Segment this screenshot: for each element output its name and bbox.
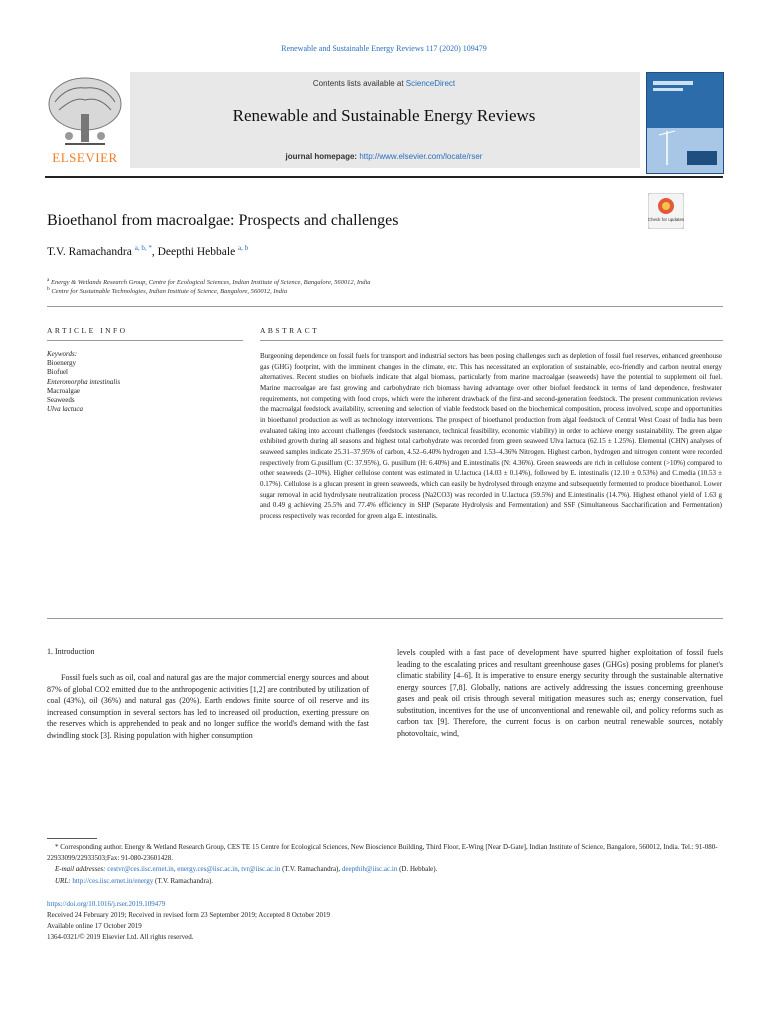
email-addresses	[47, 864, 723, 875]
keywords-label: Keywords:	[47, 350, 78, 358]
homepage-label: journal homepage:	[285, 152, 360, 161]
journal-cover-thumbnail[interactable]	[646, 72, 724, 174]
publication-info	[47, 899, 723, 943]
corresponding-author-note: * Corresponding author. Energy & Wetland Research Group, CES TE 15 Centre for Ecological Sciences, New Bioscience Building, Third Floor, E-Wing [Near D-Gate], Indian Institute of Science, Bangalore, 560012, India. Tel.: 91-080-22933099/22933503;Fax: 91-080-23601428.	[47, 843, 718, 863]
journal-reference[interactable]: Renewable and Sustainable Energy Reviews 117 (2020) 109479	[281, 44, 487, 53]
affiliation-a	[47, 277, 371, 286]
url-owner: (T.V. Ramachandra).	[153, 876, 214, 885]
badge-text: Check for updates	[648, 217, 684, 222]
keyword: Biofuel	[47, 368, 68, 377]
abstract-rule	[260, 340, 723, 341]
available-online: Available online 17 October 2019	[47, 922, 142, 930]
url-line	[47, 876, 723, 887]
keyword: Enteromorpha intestinalis	[47, 377, 121, 386]
affiliation-text: Centre for Sustainable Technologies, Indian Institute of Science, Bangalore, 560012, India	[51, 288, 288, 296]
keyword: Bioenergy	[47, 359, 77, 368]
keyword: Macroalgae	[47, 386, 81, 395]
journal-title: Renewable and Sustainable Energy Reviews	[232, 106, 536, 125]
author-separator: ,	[151, 245, 158, 258]
author-affiliation-marks[interactable]: a, b	[238, 244, 249, 252]
author-name[interactable]: Deepthi Hebbale	[157, 245, 236, 258]
author-affiliation-marks[interactable]: a, b, *	[134, 244, 152, 252]
keywords-block	[47, 350, 120, 414]
abstract-heading: ABSTRACT	[260, 326, 320, 335]
homepage-link[interactable]: http://www.elsevier.com/locate/rser	[359, 152, 483, 161]
email-label: E-mail addresses:	[55, 865, 108, 874]
copyright: 1364-0321/© 2019 Elsevier Ltd. All rights reserved.	[47, 933, 194, 941]
received-dates: Received 24 February 2019; Received in revised form 23 September 2019; Accepted 8 October 2019	[47, 911, 331, 919]
affiliation-b	[47, 286, 287, 295]
url-link[interactable]: http://ces.iisc.ernet.in/energy	[72, 876, 154, 885]
footnotes	[47, 842, 723, 887]
check-for-updates-badge[interactable]	[648, 193, 684, 229]
header-rule	[45, 176, 723, 178]
footnote-rule	[47, 838, 97, 839]
article-info-rule	[47, 340, 243, 341]
doi-link[interactable]: https://doi.org/10.1016/j.rser.2019.109479	[47, 900, 166, 908]
publisher-logo-text: ELSEVIER	[52, 150, 118, 165]
affiliation-mark: b	[47, 286, 50, 292]
body-column-left: Fossil fuels such as oil, coal and natural gas are the major commercial energy sources and about 87% of global CO2 emitted due to the anthropogenic activities [1,2] are contributed by utilization of coal (43%), oil (36%) and natural gas (20%). Earth endows finite source of oil reserve and its increased consumption in several sectors has led to increased oil production, exerting pressure on the reserves which is apprehended to peak and no longer suffice the world's demand with the fast dwindling stock [3]. Rising population with higher consumption	[47, 673, 369, 740]
author-name[interactable]: T.V. Ramachandra	[47, 245, 132, 258]
contents-prefix: Contents lists available at	[312, 79, 406, 88]
abstract-text: Burgeoning dependence on fossil fuels for transport and industrial sectors has been posing challenges such as depletion of fossil fuel reserves, enhanced greenhouse gas (GHG) footprint, with the imminent changes in the climate, etc. This has necessitated an exploration of sustainable, eco-friendly and carbon neutral energy alternatives. Recent studies on biofuels indicate that algal biomass, particularly from marine macroalgae (seaweeds) have the potential to supplement oil fuel. Marine macroalgae are fast growing and carbohydrate rich biomass having advantage over other biofuel feedstock in terms of land dependence, freshwater requirements, not competing with food crops, which were the inherent drawback of the first-and second-generation feedstock. The present communication reviews the macroalgal feedstock availability, screening and selection of viable feedstock based on the biochemical composition, process involved, scope and opportunities in bioethanol production as well as technology interventions. The prospect of bioethanol production from algal feedstock of Central West Coast of India has been evaluated taking into account challenges (feedstock sustenance, technical feasibility, economic viability) in order to achieve energy sustainability. The green algae exhibited growth during all seasons and highest total carbohydrate was recorded from green seaweed Ulva lactuca (62.15 ± 1.25%). Elemental (CHN) analyses of seaweed samples indicate 25.31–37.95% of carbon, 4.52–6.40% hydrogen and 1.53–4.36% Nitrogen. Highest carbon, hydrogen and nitrogen content were recorded respectively from G.pusillum (C: 37.95%), G. pusillum (H: 6.40%) and E.intestinalis (N: 4.36%). Green seaweeds are rich in cellulose content (>10%) compared to other seaweeds (2–10%). Higher cellulose content was estimated in U.lactuca (14.03 ± 0.14%), followed by E. intestinalis (12.10 ± 0.53%) and C.media (10.53 ± 0.17%). Cellulose is a glucan present in green seaweeds, which can easily be hydrolysed through enzyme and subsequently fermented to produce bioethanol. Lower sugar removal in acid hydrolysate neutralization process (Na2CO3) was recorded in U.lactuca (59.5%) and E.intestinalis (14.7%). Highest ethanol yield of 1.63 g and 0.49 g achieving 25.5% and 77.4% efficiency in SHP (Separate Hydrolysis and Fermentation) and SSF (Simultaneous Saccharification and Fermentation) process respectively was recorded for green alga E. intestinalis.	[260, 352, 722, 520]
section-rule	[47, 306, 723, 307]
cover-art	[647, 73, 723, 173]
affiliation-mark: a	[47, 277, 50, 283]
article-info-heading: ARTICLE INFO	[47, 326, 128, 335]
url-label: URL:	[55, 876, 73, 885]
article-title: Bioethanol from macroalgae: Prospects and challenges	[47, 212, 399, 229]
email-links[interactable]: cestvr@ces.iisc.ernet.in, energy.ces@iisc.ac.in, tvr@iisc.ac.in	[107, 865, 281, 874]
email-link[interactable]: deepthih@iisc.ac.in	[341, 865, 398, 874]
keyword: Seaweeds	[47, 396, 75, 405]
affiliation-text: Energy & Wetlands Research Group, Centre for Ecological Sciences, Indian Institute of Science, Bangalore, 560012, India	[51, 279, 371, 287]
email-owner: (T.V. Ramachandra),	[280, 865, 342, 874]
body-column-right: levels coupled with a fast pace of development have spurred higher exploitation of fossil fuels leading to the escalating prices and resultant greenhouse gases (GHGs) posing problems for planet's climatic stability [4–6]. It is imperative to ensure energy security through the sustainable alternative energy sources [7,8]. Globally, nations are actively addressing the issues concerning greenhouse gases and peak oil crisis through several mitigation measures such as; energy conservation, fuel substitution, incentives for the use of unconventional and renewable oil, and policy reforms such as carbon tax [9]. Therefore, the current focus is on carbon neutral renewable sources, notably photovoltaic, wind,	[397, 648, 723, 738]
keyword: Ulva lactuca	[47, 405, 83, 414]
sciencedirect-link[interactable]: ScienceDirect	[405, 79, 456, 88]
author-list	[47, 244, 248, 258]
abstract-end-rule	[47, 618, 723, 619]
email-owner: (D. Hebbale).	[397, 865, 438, 874]
section-heading-introduction: 1. Introduction	[47, 647, 95, 656]
